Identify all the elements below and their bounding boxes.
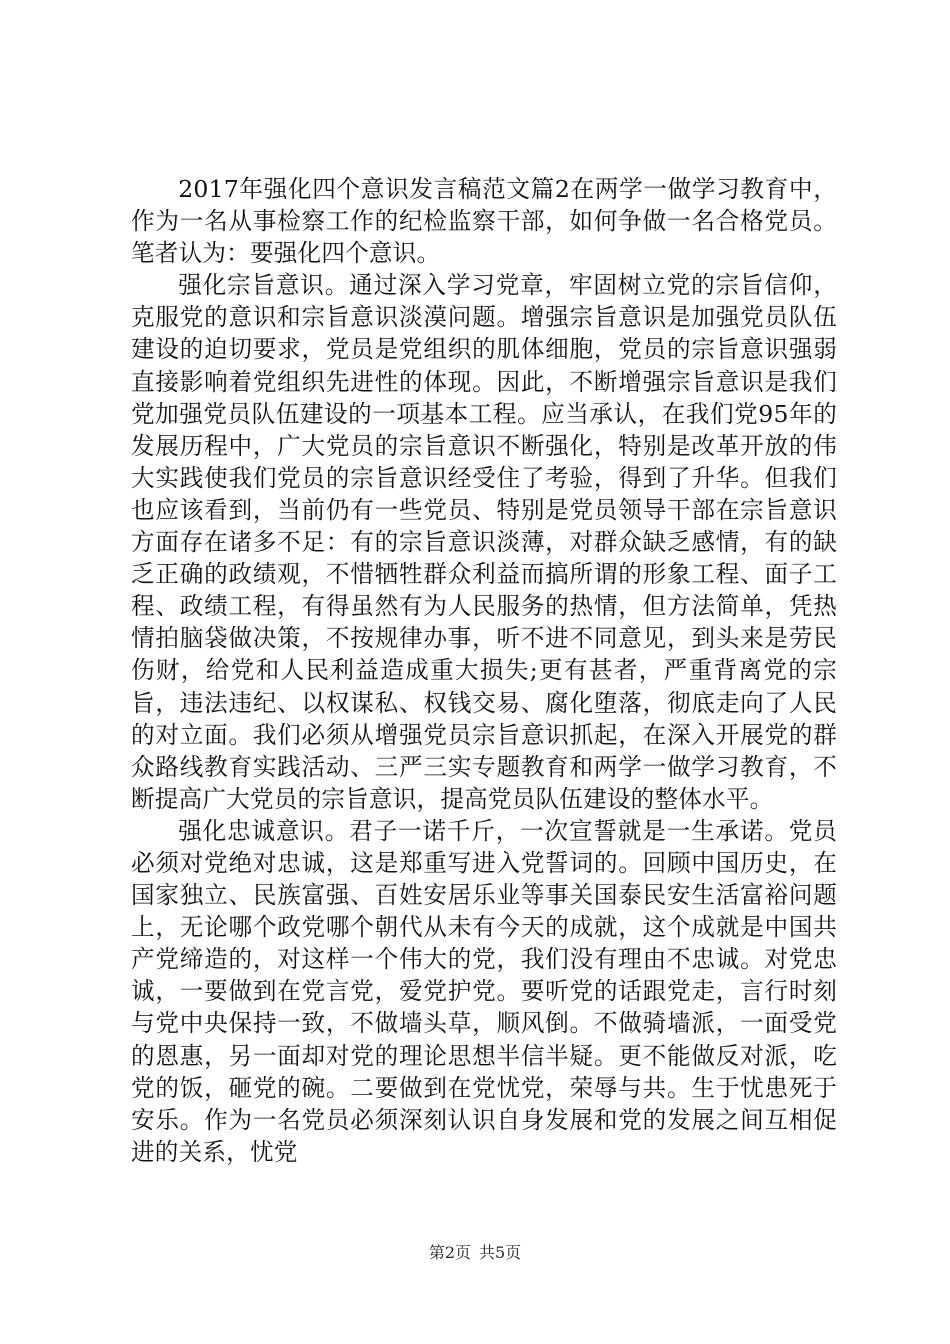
page-total: 共5页	[479, 1243, 522, 1262]
paragraph-purpose-awareness: 强化宗旨意识。通过深入学习党章，牢固树立党的宗旨信仰，克服党的意识和宗旨意识淡漠问题。增强宗旨意识是加强党员队伍建设的迫切要求，党员是党组织的肌体细胞，党员的宗旨意识强弱直接影响着党组织先进性的体现。因此，不断增强宗旨意识是我们党加强党员队伍建设的一项基本工程。应当承认，在我们党95年的发展历程中，广大党员的宗旨意识不断强化，特别是改革开放的伟大实践使我们党员的宗旨意识经受住了考验，得到了升华。但我们也应该看到，当前仍有一些党员、特别是党员领导干部在宗旨意识方面存在诸多不足：有的宗旨意识淡薄，对群众缺乏感情，有的缺乏正确的政绩观，不惜牺牲群众利益而搞所谓的形象工程、面子工程、政绩工程，有得虽然有为人民服务的热情，但方法简单，凭热情拍脑袋做决策，不按规律办事，听不进不同意见，到头来是劳民伤财，给党和人民利益造成重大损失;更有甚者，严重背离党的宗旨，违法违纪、以权谋私、权钱交易、腐化堕落，彻底走向了人民的对立面。我们必须从增强党员宗旨意识抓起，在深入开展党的群众路线教育实践活动、三严三实专题教育和两学一做学习教育，不断提高广大党员的宗旨意识，提高党员队伍建设的整体水平。	[131, 271, 837, 813]
paragraph-loyalty-awareness: 强化忠诚意识。君子一诺千斤，一次宣誓就是一生承诺。党员必须对党绝对忠诚，这是郑重写进入党誓词的。回顾中国历史，在国家独立、民族富强、百姓安居乐业等事关国泰民安生活富裕问题上，无论哪个政党哪个朝代从未有今天的成就，这个成就是中国共产党缔造的，对这样一个伟大的党，我们没有理由不忠诚。对党忠诚，一要做到在党言党，爱党护党。要听党的话跟党走，言行时刻与党中央保持一致，不做墙头草，顺风倒。不做骑墙派，一面受党的恩惠，另一面却对党的理论思想半信半疑。更不能做反对派，吃党的饭，砸党的碗。二要做到在党忧党，荣辱与共。生于忧患死于安乐。作为一名党员必须深刻认识自身发展和党的发展之间互相促进的关系，忧党	[131, 816, 837, 1166]
page-footer	[0, 1243, 950, 1263]
page-number: 第2页	[428, 1243, 471, 1262]
document-body	[131, 173, 837, 1168]
paragraph-intro: 2017年强化四个意识发言稿范文篇2在两学一做学习教育中，作为一名从事检察工作的纪检监察干部，如何争做一名合格党员。笔者认为：要强化四个意识。	[131, 175, 837, 268]
